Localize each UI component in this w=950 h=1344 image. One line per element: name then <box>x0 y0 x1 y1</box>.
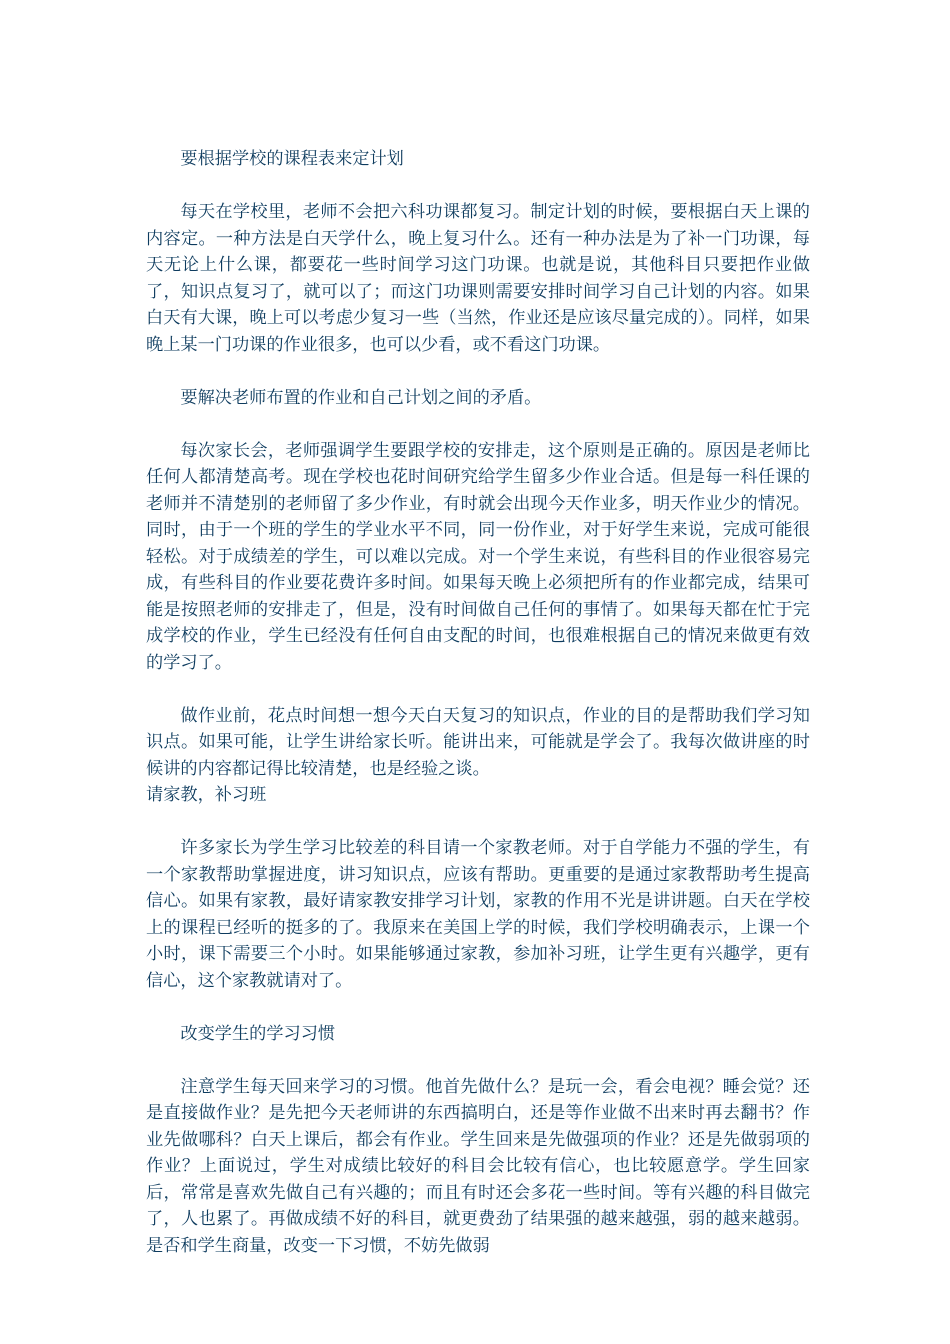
document-page <box>146 146 810 1259</box>
paragraph-gap <box>146 358 810 385</box>
section-heading-tutoring: 请家教，补习班 <box>146 785 267 805</box>
paragraph-homework-conflict: 每次家长会，老师强调学生要跟学校的安排走，这个原则是正确的。原因是老师比任何人都清楚高考。现在学校也花时间研究给学生留多少作业合适。但是每一科任课的老师并不清楚别的老师留了多少作业，有时就会出现今天作业多，明天作业少的情况。同时，由于一个班的学生的学业水平不同，同一份作业，对于好学生来说，完成可能很轻松。对于成绩差的学生，可以难以完成。对一个学生来说，有些科目的作业很容易完成，有些科目的作业要花费许多时间。如果每天晚上必须把所有的作业都完成，结果可能是按照老师的安排走了，但是，没有时间做自己任何的事情了。如果每天都在忙于完成学校的作业，学生已经没有任何自由支配的时间，也很难根据自己的情况来做更有效的学习了。 <box>146 440 810 673</box>
paragraph-gap <box>146 173 810 200</box>
paragraph-before-homework: 做作业前，花点时间想一想今天白天复习的知识点，作业的目的是帮助我们学习知识点。如果可能，让学生讲给家长听。能讲出来，可能就是学会了。我每次做讲座的时候讲的内容都记得比较清楚，也是经验之谈。 <box>146 705 810 779</box>
paragraph-study-habits: 注意学生每天回来学习的习惯。他首先做什么？是玩一会，看会电视？睡会觉？还是直接做作业？是先把今天老师讲的东西搞明白，还是等作业做不出来时再去翻书？作业先做哪科？白天上课后，都会有作业。学生回来是先做强项的作业？还是先做弱项的作业？上面说过，学生对成绩比较好的科目会比较有信心，也比较愿意学。学生回家后，常常是喜欢先做自己有兴趣的；而且有时还会多花一些时间。等有兴趣的科目做完了，人也累了。再做成绩不好的科目，就更费劲了结果强的越来越强，弱的越来越弱。是否和学生商量，改变一下习惯，不妨先做弱 <box>146 1076 810 1256</box>
paragraph-schedule-plan: 每天在学校里，老师不会把六科功课都复习。制定计划的时候，要根据白天上课的内容定。一种方法是白天学什么，晚上复习什么。还有一种办法是为了补一门功课，每天无论上什么课，都要花一些时间学习这门功课。也就是说，其他科目只要把作业做了，知识点复习了，就可以了；而这门功课则需要安排时间学习自己计划的内容。如果白天有大课，晚上可以考虑少复习一些（当然，作业还是应该尽量完成的）。同样，如果晚上某一门功课的作业很多，也可以少看，或不看这门功课。 <box>146 202 810 355</box>
section-heading-study-habits: 改变学生的学习习惯 <box>180 1023 336 1044</box>
paragraph-gap <box>146 994 810 1021</box>
paragraph-gap <box>146 411 810 438</box>
paragraph-gap <box>146 1047 810 1074</box>
paragraph-tutoring: 许多家长为学生学习比较差的科目请一个家教老师。对于自学能力不强的学生，有一个家教帮助掌握进度，讲习知识点，应该有帮助。更重要的是通过家教帮助考生提高信心。如果有家教，最好请家教安排学习计划，家教的作用不光是讲讲题。白天在学校上的课程已经听的挺多的了。我原来在美国上学的时候，我们学校明确表示，上课一个小时，课下需要三个小时。如果能够通过家教，参加补习班，让学生更有兴趣学，更有信心，这个家教就请对了。 <box>146 838 810 991</box>
section-heading-schedule-plan: 要根据学校的课程表来定计划 <box>180 149 404 169</box>
section-heading-homework-conflict: 要解决老师布置的作业和自己计划之间的矛盾。 <box>180 387 542 408</box>
paragraph-gap <box>146 809 810 836</box>
paragraph-gap <box>146 676 810 703</box>
